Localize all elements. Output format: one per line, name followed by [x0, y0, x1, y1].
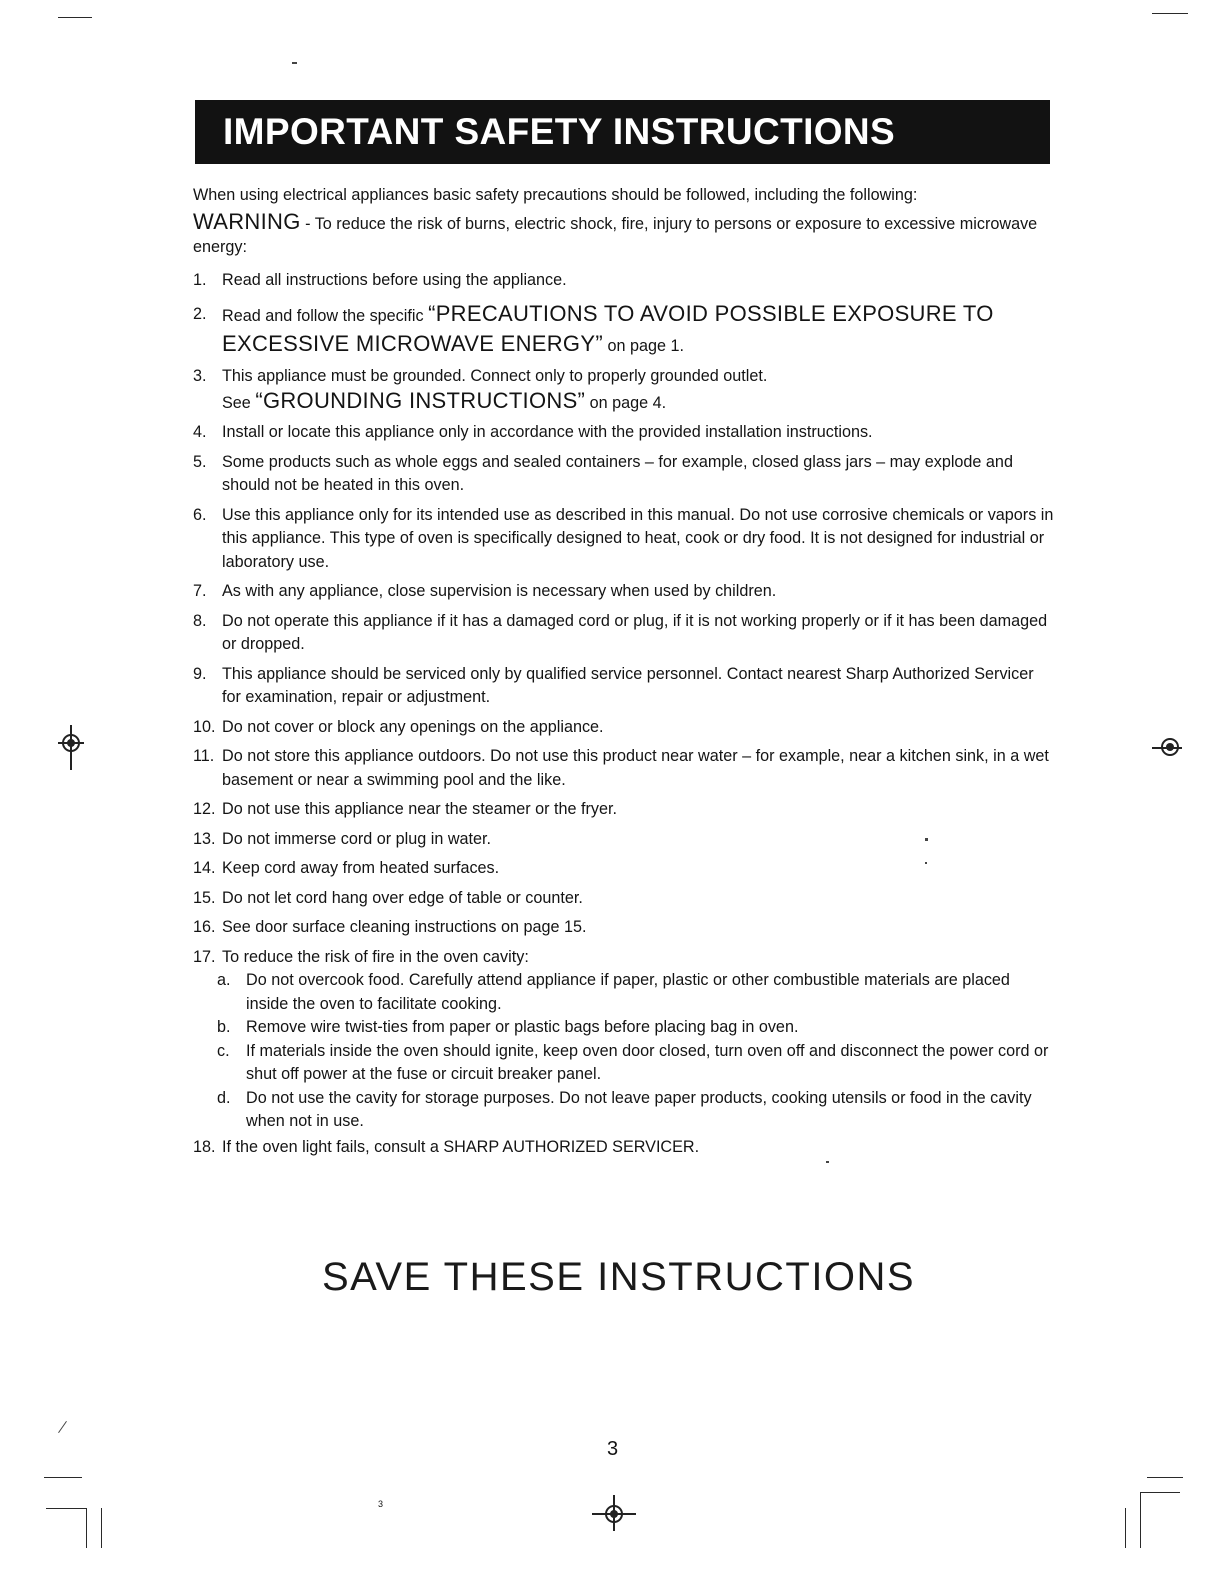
item-text: Do not let cord hang over edge of table or counter. — [222, 888, 583, 907]
item-number: 6. — [193, 505, 207, 524]
list-item — [193, 580, 1055, 604]
warning-label: WARNING — [193, 208, 301, 234]
item-text: Keep cord away from heated surfaces. — [222, 859, 500, 877]
crop-mark-bottom-left-v2 — [101, 1508, 102, 1548]
item-text: See — [222, 393, 256, 412]
sub-item-text: Do not use the cavity for storage purposes. Do not leave paper products, cooking utensils or food in the cavity when not in use. — [246, 1088, 1032, 1130]
item-number: 18. — [193, 1137, 216, 1156]
warning-paragraph — [193, 210, 1055, 260]
scan-speck — [58, 1421, 67, 1433]
safety-instructions-body — [193, 184, 1055, 1159]
item-text: To reduce the risk of fire in the oven cavity: — [222, 947, 529, 966]
item-text-emphasis: “GROUNDING INSTRUCTIONS” — [255, 387, 586, 413]
list-item — [193, 421, 1055, 445]
item-text: Install or locate this appliance only in accordance with the provided installation instructions. — [222, 423, 873, 441]
item-number: 2. — [193, 305, 207, 323]
crop-mark-bottom-left-v — [86, 1508, 87, 1548]
item-text: on page 1. — [602, 337, 684, 355]
list-item — [193, 504, 1055, 575]
list-item — [193, 828, 1055, 852]
sub-list-item — [193, 1016, 1055, 1040]
item-text: This appliance should be serviced only by qualified service personnel. Contact nearest Sharp Authorized Servicer for examination, repair or adjustment. — [222, 664, 1034, 706]
sub-item-text: Remove wire twist-ties from paper or plastic bags before placing bag in oven. — [246, 1018, 799, 1036]
crop-mark-top-left — [58, 17, 92, 18]
item-text: Read all instructions before using the appliance. — [222, 270, 567, 289]
item-text: Do not store this appliance outdoors. Do not use this product near water – for example, near a kitchen sink, in a wet basement or near a swimming pool and the like. — [222, 747, 1049, 789]
crop-mark-bottom-right-h — [1147, 1477, 1183, 1478]
list-item — [193, 857, 1055, 881]
sub-item-text: Do not overcook food. Carefully attend appliance if paper, plastic or other combustible materials are placed inside the oven to facilitate cooking. — [246, 971, 1010, 1013]
list-item — [193, 610, 1055, 657]
item-text: Use this appliance only for its intended use as described in this manual. Do not use corrosive chemicals or vapors in this appliance. This type of oven is specifically designed to heat, cook or dry food. It is not designed for industrial or laboratory use. — [222, 505, 1054, 571]
list-item — [193, 269, 1055, 293]
item-text: Read and follow the specific — [222, 307, 429, 325]
item-text-emphasis: “PRECAUTIONS TO AVOID POSSIBLE EXPOSURE TO EXCESSIVE MICROWAVE ENERGY” — [222, 301, 994, 356]
sub-list-item — [193, 1040, 1055, 1087]
registration-mark-left-stem — [70, 725, 72, 770]
item-text: on page 4. — [585, 393, 667, 412]
item-number: 17. — [193, 947, 216, 966]
list-item — [193, 365, 1055, 415]
crop-mark-bottom-left-h — [44, 1477, 82, 1478]
list-item — [193, 300, 1055, 360]
sub-list-item — [193, 969, 1055, 1016]
list-item — [193, 946, 1055, 970]
sub-item-letter: b. — [217, 1018, 231, 1036]
item-number: 14. — [193, 859, 216, 877]
list-item — [193, 451, 1055, 498]
item-number: 13. — [193, 829, 216, 848]
warning-text: - To reduce the risk of burns, electric shock, fire, injury to persons or exposure to excessive microwave energy: — [193, 214, 1038, 256]
item-text: See door surface cleaning instructions on page 15. — [222, 918, 587, 936]
item-number: 16. — [193, 918, 216, 936]
item-number: 3. — [193, 367, 207, 385]
item-number: 15. — [193, 888, 216, 907]
item-text: If the oven light fails, consult a SHARP AUTHORIZED SERVICER. — [222, 1137, 700, 1156]
crop-mark-top-right — [1152, 13, 1188, 14]
item-number: 5. — [193, 452, 207, 471]
sub-item-letter: a. — [217, 971, 231, 989]
item-number: 11. — [193, 747, 215, 765]
item-text: Do not immerse cord or plug in water. — [222, 829, 492, 848]
item-text: As with any appliance, close supervision is necessary when used by children. — [222, 582, 777, 600]
sub-item-letter: d. — [217, 1088, 231, 1107]
sub-item-letter: c. — [217, 1041, 230, 1060]
item-number: 8. — [193, 611, 207, 630]
item-text: Do not use this appliance near the steamer or the fryer. — [222, 800, 618, 818]
crop-mark-bottom-right-h2 — [1140, 1492, 1180, 1493]
item-number: 10. — [193, 717, 216, 736]
list-item — [193, 663, 1055, 710]
print-page-number: 3 — [378, 1499, 384, 1509]
item-text: Some products such as whole eggs and sealed containers – for example, closed glass jars – may explode and should not be heated in this oven. — [222, 452, 1013, 494]
sub-list-item — [193, 1087, 1055, 1134]
item-number: 1. — [193, 270, 207, 289]
registration-mark-bottom-stem — [613, 1495, 615, 1531]
item-text: Do not operate this appliance if it has a damaged cord or plug, if it is not working properly or if it has been damaged or dropped. — [222, 611, 1048, 653]
list-item — [193, 745, 1055, 792]
page-number: 3 — [607, 1438, 619, 1460]
list-item — [193, 716, 1055, 740]
save-instructions-heading: SAVE THESE INSTRUCTIONS — [322, 1255, 916, 1299]
sub-item-text: If materials inside the oven should ignite, keep oven door closed, turn oven off and disconnect the power cord or shut off power at the fuse or circuit breaker panel. — [246, 1041, 1049, 1083]
list-item — [193, 798, 1055, 822]
crop-mark-bottom-right-v2 — [1125, 1508, 1126, 1548]
item-number: 4. — [193, 423, 207, 441]
item-number: 7. — [193, 582, 207, 600]
intro-paragraph: When using electrical appliances basic safety precautions should be followed, including the following: — [193, 186, 918, 204]
crop-mark-bottom-left-h2 — [46, 1508, 86, 1509]
item-number: 9. — [193, 664, 207, 683]
scan-speck — [826, 1161, 829, 1163]
list-item — [193, 1136, 1055, 1160]
list-item — [193, 916, 1055, 940]
item-text: Do not cover or block any openings on the appliance. — [222, 717, 604, 736]
item-text: This appliance must be grounded. Connect only to properly grounded outlet. — [222, 367, 768, 385]
crop-mark-bottom-right-v — [1140, 1492, 1141, 1548]
item-number: 12. — [193, 800, 216, 818]
page-title-banner: IMPORTANT SAFETY INSTRUCTIONS — [195, 100, 1050, 164]
list-item — [193, 887, 1055, 911]
registration-mark-right-circle — [1161, 738, 1179, 756]
scan-speck — [292, 62, 297, 64]
